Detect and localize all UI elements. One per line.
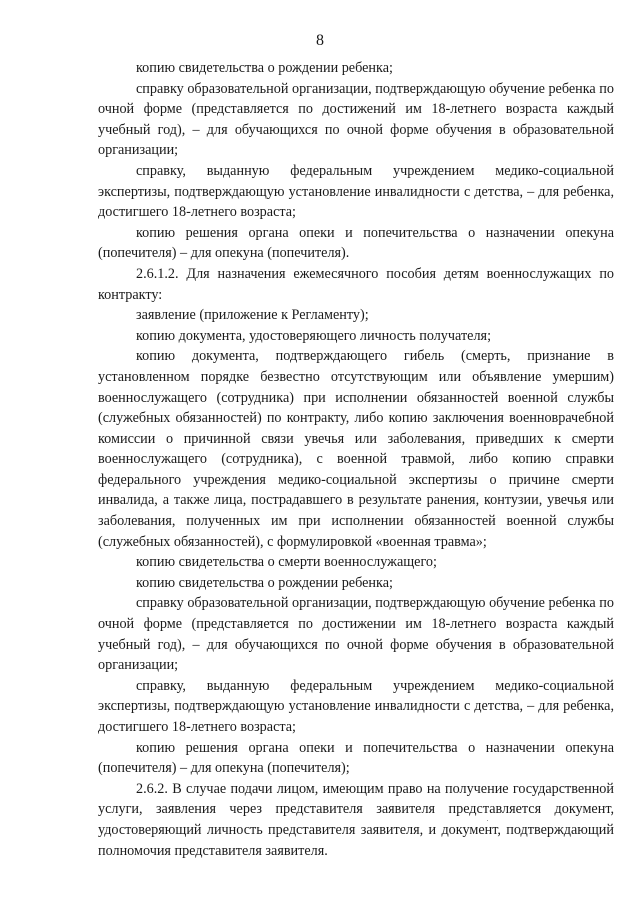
page-number: 8 xyxy=(316,32,324,49)
paragraph-disability-certificate: справку, выданную федеральным учреждением медико-социальной экспертизы, подтверждающую установление инвалидности с детства, – для ребенка, достигшего 18-летнего возраста; xyxy=(98,162,614,221)
paragraph-section-2-6-1-2: 2.6.1.2. Для назначения ежемесячного пособия детям военнослужащих по контракту: xyxy=(98,265,614,303)
paragraph-death-confirmation-document: копию документа, подтверждающего гибель (смерть, признание в установленном порядке безвестно отсутствующим или объявление умершим) военнослужащего (сотрудника) при исполнении обязанностей военной службы (служебных обязанностей) по контракту, либо копию заключения военноврачебной комиссии о причинной связи увечья или заболевания, приведших к смерти военнослужащего (сотрудника), с военной травмой, либо копию справки федерального учреждения медико-социальной экспертизы о причине смерти инвалида, а также лица, пострадавшего в результате ранения, контузии, увечья или заболевания, полученных им при исполнении обязанностей военной службы (служебных обязанностей), с формулировкой «военная травма»; xyxy=(98,348,614,550)
paragraph-guardianship-decision: копию решения органа опеки и попечительства о назначении опекуна (попечителя) – для опекуна (попечителя). xyxy=(98,224,614,262)
paragraph-identity-document-copy: копию документа, удостоверяющего личность получателя; xyxy=(136,327,492,344)
paragraph-death-certificate-copy: копию свидетельства о смерти военнослужащего; xyxy=(136,554,437,571)
paragraph-birth-certificate-copy: копию свидетельства о рождении ребенка; xyxy=(136,60,393,76)
scan-speck xyxy=(487,820,488,821)
paragraph-education-certificate-2: справку образовательной организации, подтверждающую обучение ребенка по очной форме (представляется по достижении им 18-летнего возраста каждый учебный год), – для обучающихся по очной форме обучения в образовательной организации; xyxy=(98,595,614,674)
paragraph-disability-certificate-2: справку, выданную федеральным учреждением медико-социальной экспертизы, подтверждающую установление инвалидности с детства, – для ребенка, достигшего 18-летнего возраста; xyxy=(98,677,614,735)
paragraph-birth-certificate-copy-2: копию свидетельства о рождении ребенка; xyxy=(136,574,393,591)
paragraph-section-2-6-2: 2.6.2. В случае подачи лицом, имеющим право на получение государственной услуги, заявления через представителя заявителя представляется документ, удостоверяющий личность представителя заявителя, и документ, подтверждающий полномочия представителя заявителя. xyxy=(98,780,614,859)
paragraph-application: заявление (приложение к Регламенту); xyxy=(136,307,369,324)
paragraph-education-certificate: справку образовательной организации, подтверждающую обучение ребенка по очной форме (представляется по достижений им 18-летнего возраста каждый учебный год), – для обучающихся по очной форме обучения в образовательной организации; xyxy=(98,80,614,159)
document-body xyxy=(98,58,614,861)
paragraph-guardianship-decision-2: копию решения органа опеки и попечительства о назначении опекуна (попечителя) – для опекуна (попечителя); xyxy=(98,739,614,777)
